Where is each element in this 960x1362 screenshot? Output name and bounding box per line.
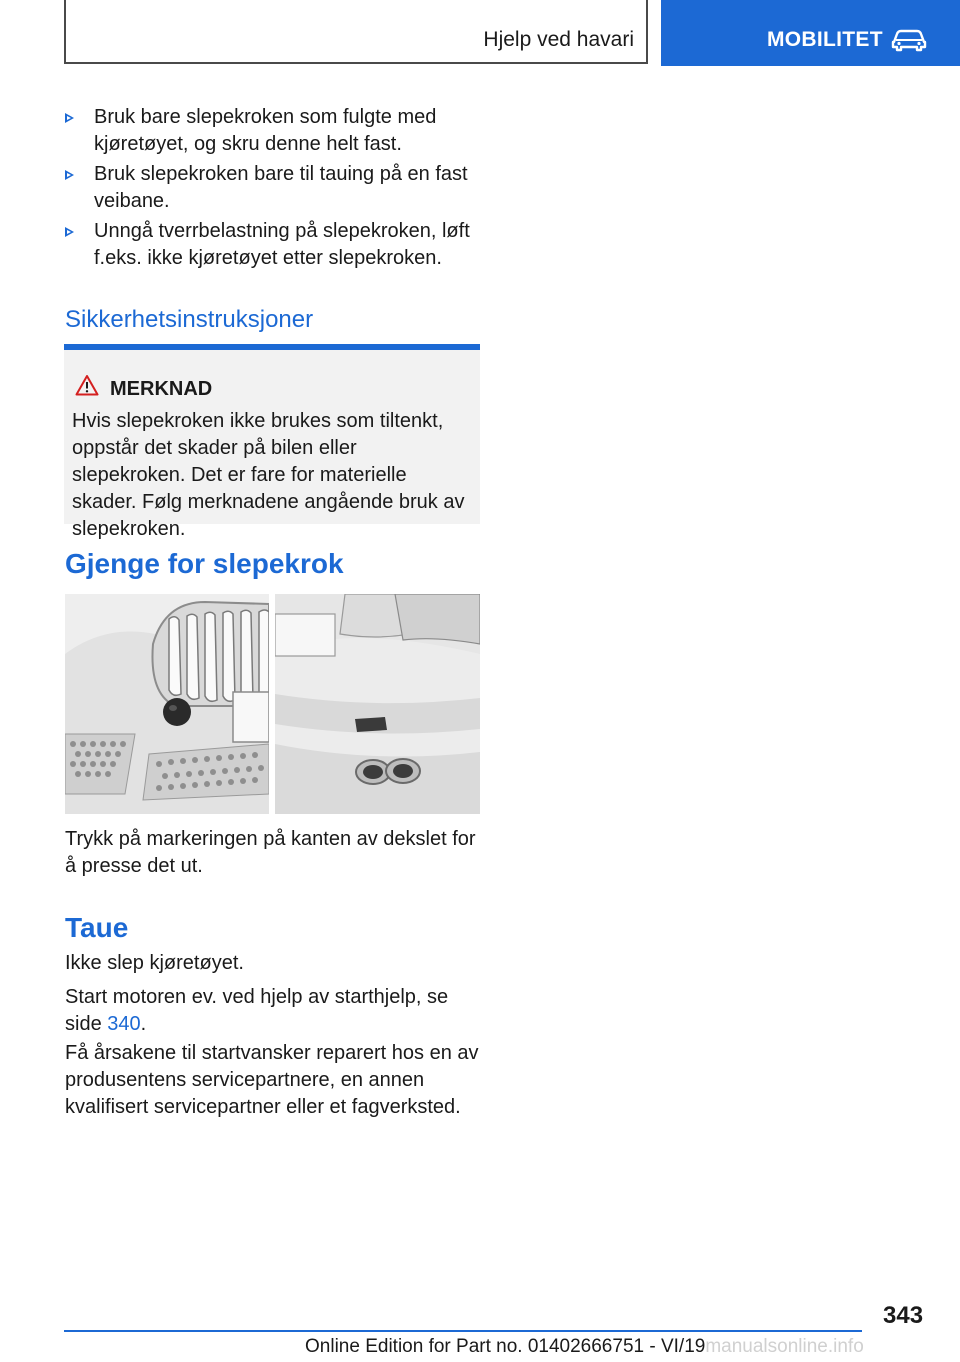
- tow-paragraph-2: [65, 984, 481, 1038]
- list-item: [65, 104, 481, 158]
- tow-paragraph-1: Ikke slep kjøretøyet.: [65, 952, 244, 974]
- warning-icon: [75, 374, 99, 396]
- watermark-text: manualsonline.info: [705, 1336, 864, 1357]
- chapter-tab-label: MOBILITET: [767, 28, 883, 51]
- tow-heading: Taue: [65, 912, 129, 943]
- list-item-text: Bruk bare slepekroken som fulgte med kjøretøyet, og skru denne helt fast.: [94, 106, 437, 155]
- edition-text: Online Edition for Part no. 01402666751 - VI/19: [305, 1336, 706, 1357]
- triangle-bullet-icon: [65, 113, 74, 123]
- list-item: [65, 161, 481, 215]
- footer-text: [305, 1336, 864, 1358]
- footer-divider: [64, 1330, 862, 1332]
- header-section-box: [64, 0, 648, 64]
- list-item-text: Bruk slepekroken bare til tauing på en fast veibane.: [94, 163, 468, 212]
- rear-bumper-illustration: [275, 594, 480, 814]
- front-bumper-illustration: [65, 594, 269, 814]
- car-icon: [891, 28, 927, 52]
- notice-title: MERKNAD: [110, 378, 213, 400]
- triangle-bullet-icon: [65, 170, 74, 180]
- notice-text: Hvis slepekroken ikke brukes som tiltenkt, oppstår det skader på bilen eller slepekroken. Det er fare for materielle skader. Følg merknadene angående bruk av slepekroken.: [72, 410, 465, 540]
- bullet-list: [65, 104, 481, 275]
- triangle-bullet-icon: [65, 227, 74, 237]
- tow-paragraph-3: Få årsakene til startvansker reparert hos en av produsentens servicepartnere, en annen kvalifisert servicepartner eller et fagverksted.: [65, 1042, 479, 1118]
- safety-heading: Sikkerhetsinstruksjoner: [65, 306, 314, 333]
- thread-heading: Gjenge for slepekrok: [65, 548, 344, 579]
- list-item-text: Unngå tverrbelastning på slepekroken, løft f.eks. ikke kjøretøyet etter slepekroken.: [94, 220, 470, 269]
- tow-paragraph-2-end: .: [140, 1013, 147, 1035]
- section-title: Hjelp ved havari: [483, 28, 634, 51]
- tow-paragraph-2-text: Start motoren ev. ved hjelp av starthjelp, se side: [65, 986, 449, 1035]
- notice-box: [64, 344, 480, 540]
- page-reference-link[interactable]: 340: [107, 1013, 141, 1035]
- thread-caption: Trykk på markeringen på kanten av dekslet for å presse det ut.: [65, 828, 476, 877]
- chapter-tab: [661, 0, 960, 66]
- list-item: [65, 218, 481, 272]
- page-number: 343: [883, 1302, 924, 1329]
